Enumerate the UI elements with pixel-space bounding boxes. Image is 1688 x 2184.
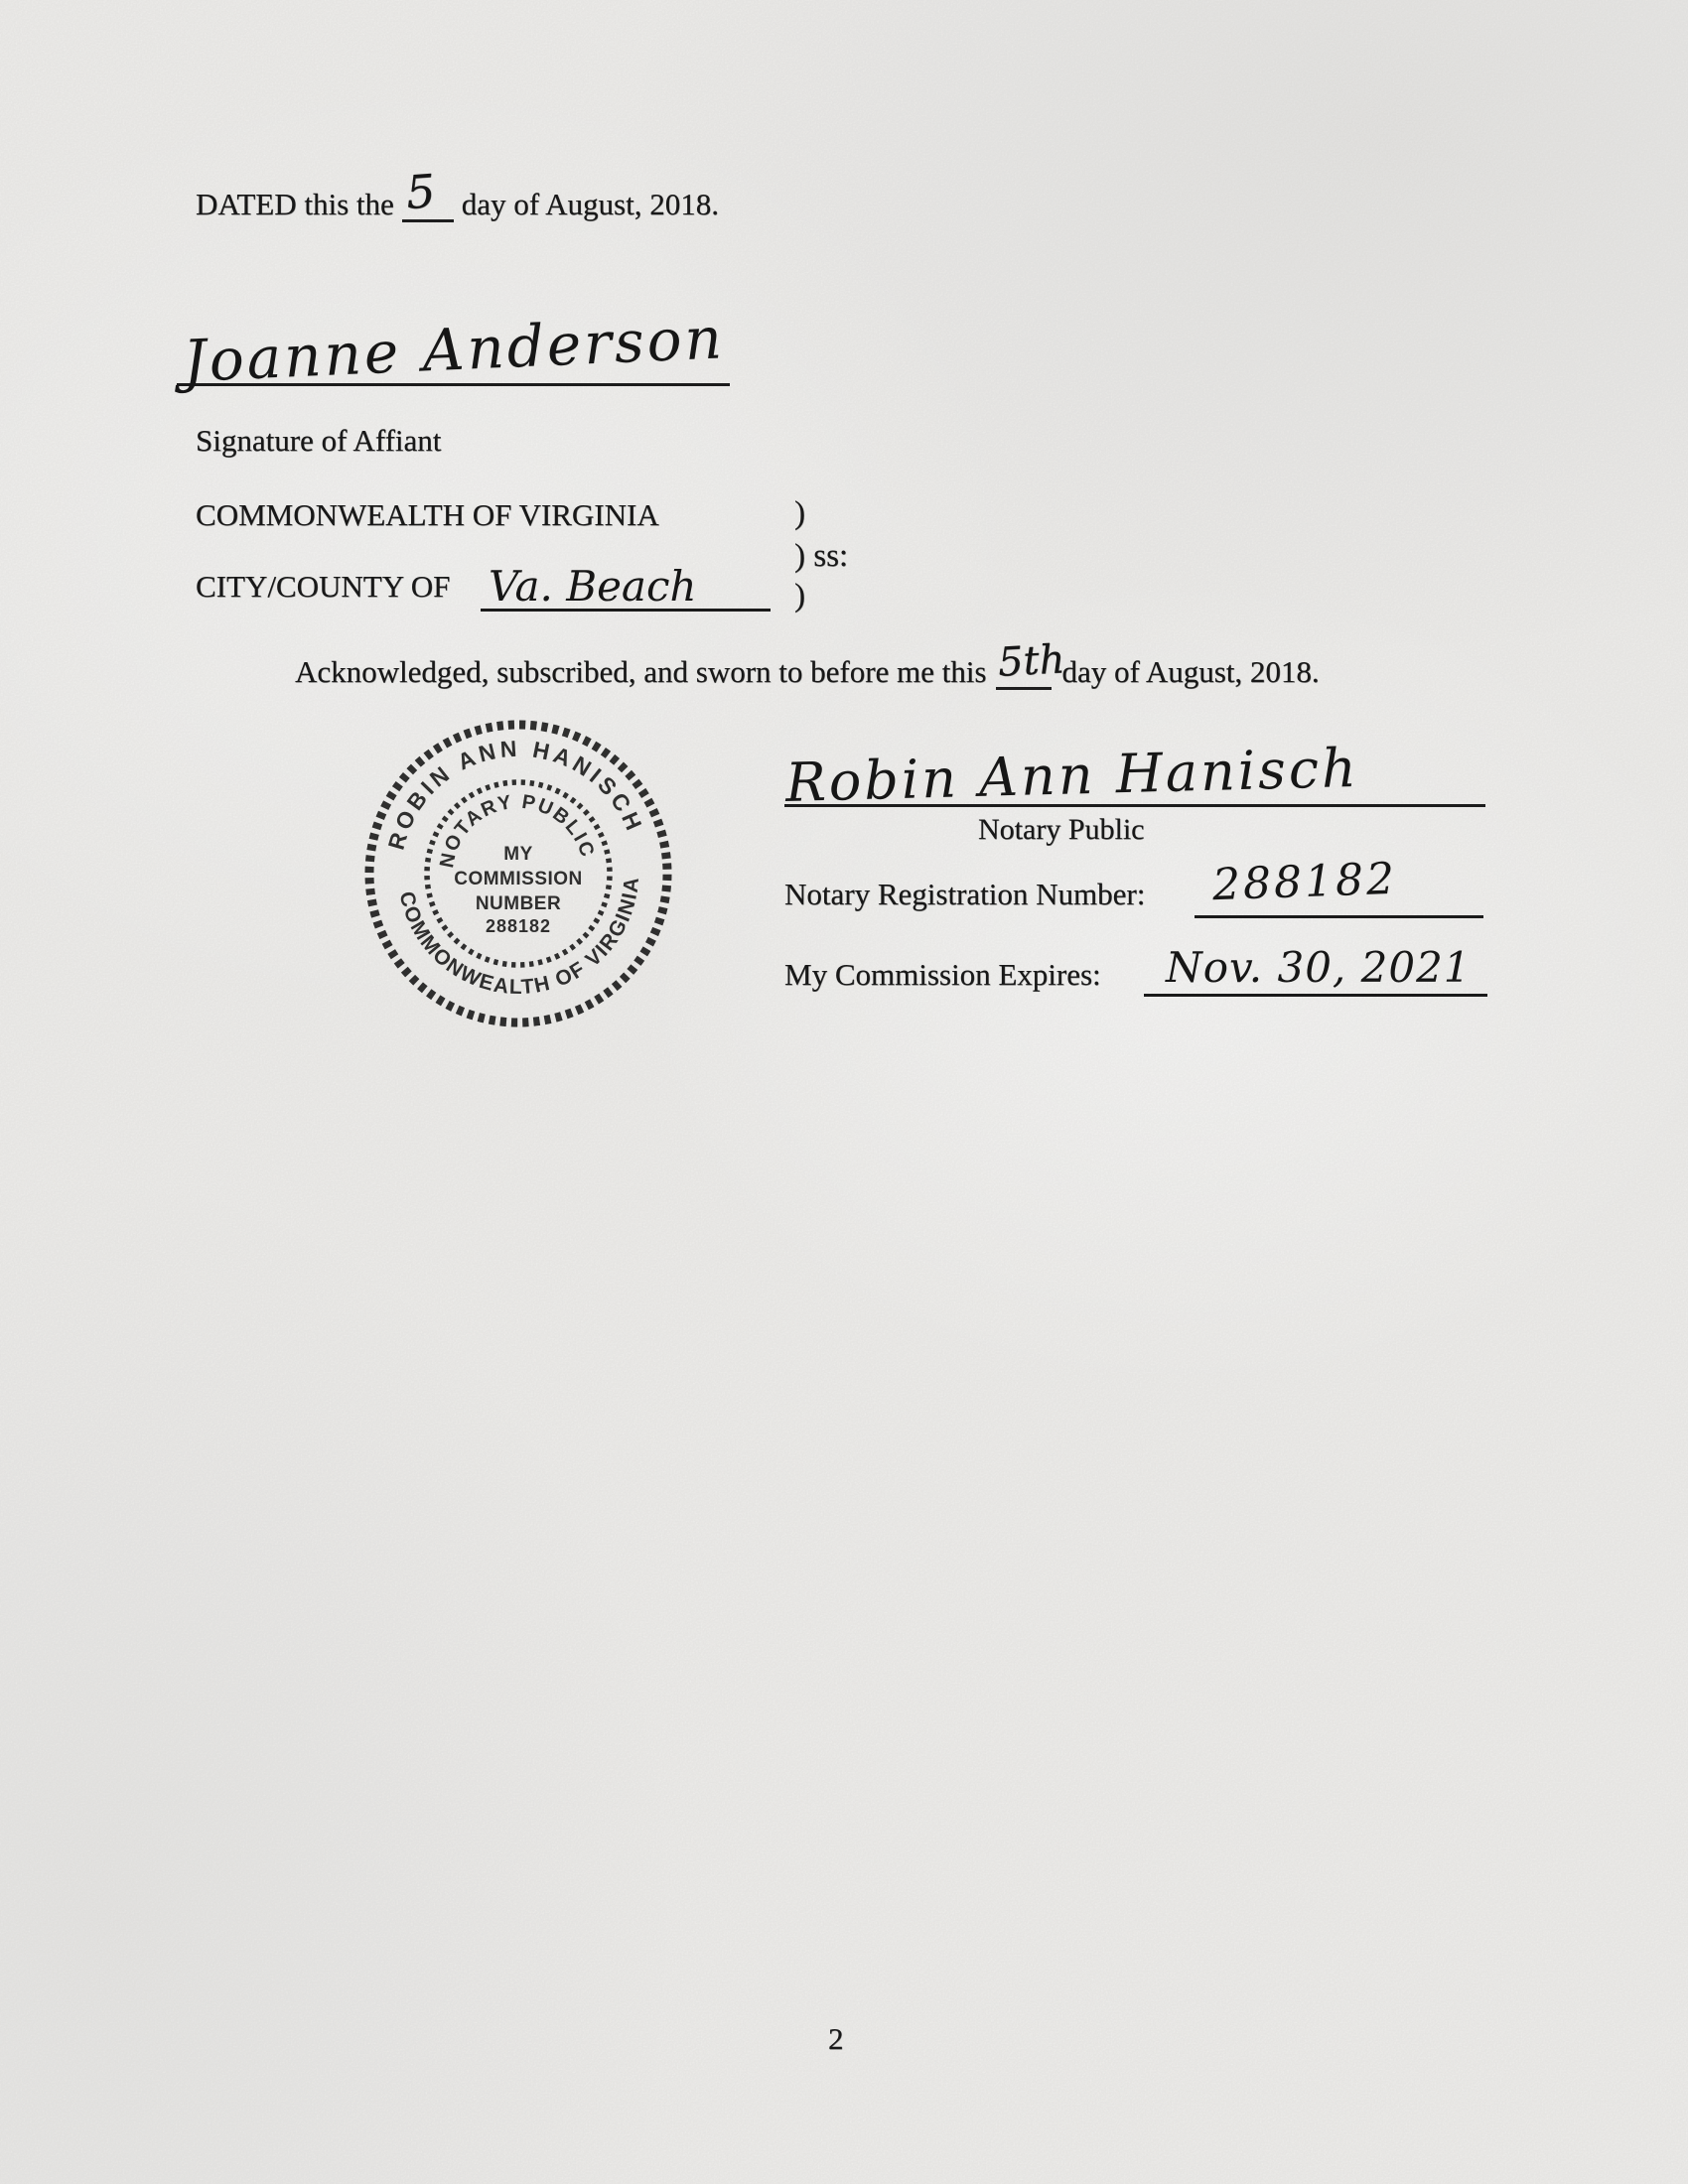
- notary-signature-line: [784, 721, 1485, 814]
- ack-day-handwritten: 5th: [997, 636, 1066, 686]
- affiant-signature-label: Signature of Affiant: [196, 423, 442, 458]
- ack-prefix: Acknowledged, subscribed, and sworn to before me this: [295, 654, 987, 689]
- stamp-center-line-number-value: 288182: [485, 916, 552, 936]
- dated-suffix: day of August, 2018.: [461, 187, 719, 221]
- affiant-signature-handwritten: Joanne Anderson: [182, 304, 727, 395]
- page-number: 2: [828, 2021, 844, 2056]
- dated-day-blank: [402, 164, 454, 222]
- ack-day-blank: [996, 636, 1066, 690]
- city-county-handwritten: Va. Beach: [489, 562, 697, 611]
- venue-paren-bottom: ): [794, 578, 805, 614]
- stamp-notary-public-arc: NOTARY PUBLIC: [436, 790, 600, 871]
- venue-city-county-label: CITY/COUNTY OF: [196, 569, 451, 604]
- stamp-notary-name-arc: ROBIN ANN HANISCH: [382, 735, 649, 853]
- commission-expires-blank: [1144, 932, 1487, 997]
- dated-line: [196, 164, 719, 222]
- notary-title-label: Notary Public: [978, 813, 1145, 846]
- venue-state-line: COMMONWEALTH OF VIRGINIA: [196, 497, 659, 532]
- commission-expires-label: My Commission Expires:: [784, 957, 1101, 992]
- notary-stamp-seal: [354, 710, 682, 1037]
- affiant-signature-line: [177, 304, 730, 395]
- registration-number-blank: [1195, 852, 1483, 918]
- venue-paren-top: ): [794, 495, 805, 531]
- venue-paren-ss: ) ss:: [794, 538, 849, 574]
- stamp-center-line-number: NUMBER: [475, 893, 562, 914]
- city-county-blank: [481, 547, 771, 612]
- stamp-center-line-commission: COMMISSION: [454, 869, 583, 889]
- stamp-commonwealth-arc: COMMONWEALTH OF VIRGINIA: [394, 875, 644, 1000]
- acknowledgment-line: [295, 636, 1320, 690]
- notary-signature-handwritten: Robin Ann Hanisch: [784, 736, 1360, 814]
- svg-text:ROBIN ANN HANISCH: [375, 727, 648, 855]
- commission-expires-handwritten: Nov. 30, 2021: [1166, 943, 1472, 992]
- dated-prefix: DATED this the: [196, 187, 394, 221]
- registration-number-label: Notary Registration Number:: [784, 877, 1146, 911]
- dated-day-handwritten: 5: [403, 164, 437, 220]
- registration-number-handwritten: 288182: [1211, 853, 1398, 911]
- ack-suffix: day of August, 2018.: [1061, 654, 1320, 689]
- stamp-center-line-my: MY: [503, 844, 533, 865]
